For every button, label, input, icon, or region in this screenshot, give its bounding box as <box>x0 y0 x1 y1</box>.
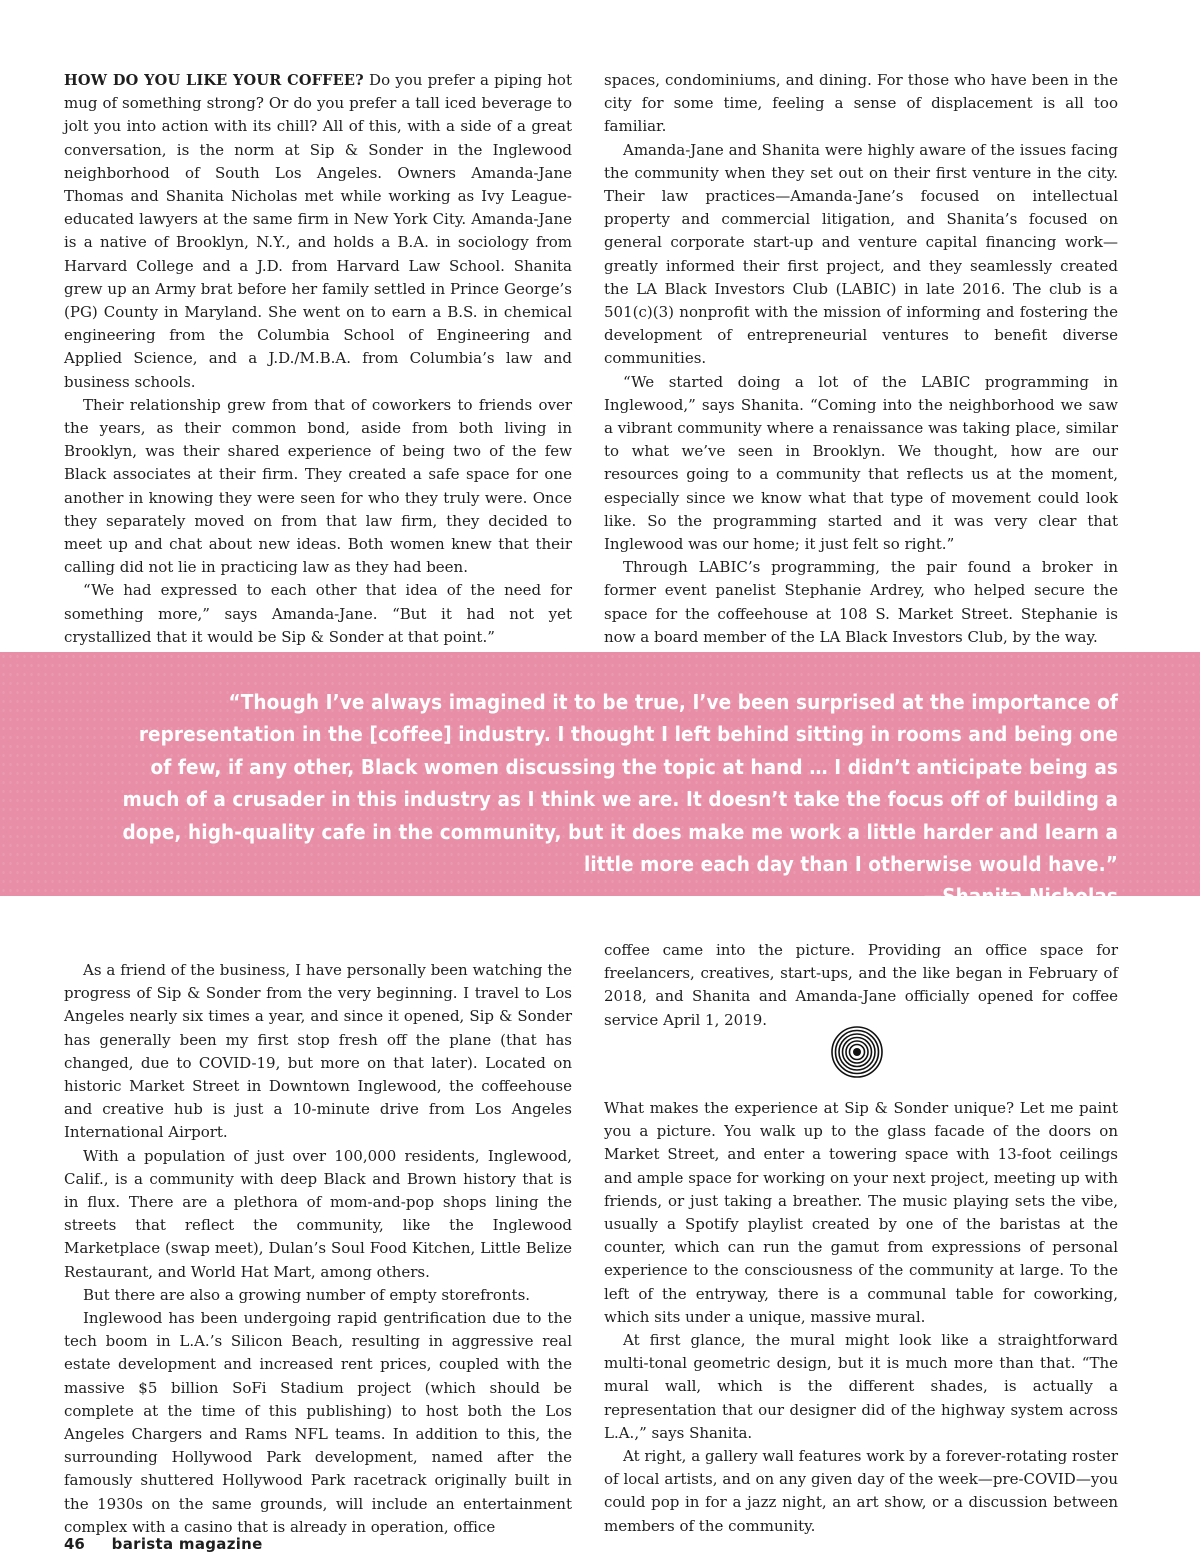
pull-quote-attribution: —Shanita Nicholas <box>923 884 1118 909</box>
concentric-circles-icon <box>830 1025 884 1079</box>
article-column-4-continued <box>604 1097 1118 1538</box>
article-column-2 <box>604 69 1118 672</box>
paragraph: coffee came into the picture. Providing an office space for freelancers, creatives, start-ups, and the like began in February of 2018, and Shanita and Amanda-Jane officially opened for coffee service April 1, 2019. <box>604 941 1118 1029</box>
page-number: 46 <box>64 1535 85 1553</box>
paragraph <box>64 69 572 394</box>
paragraph: But there are also a growing number of empty storefronts. <box>83 1285 531 1304</box>
magazine-name: barista magazine <box>111 1535 263 1553</box>
article-column-4 <box>604 939 1118 1032</box>
pull-quote-text: “Though I’ve always imagined it to be true, I’ve been surprised at the importance of representation in the [coffee] industry. I thought I left behind sitting in rooms and being one of few, if any other, Black women discussing the topic at hand … I didn’t anticipate being as much of a crusader in this industry as I think we are. It doesn’t take the focus off of building a dope, high-quality cafe in the community, but it does make me work a little harder and learn a little more each day than I otherwise would have.” <box>122 690 1118 877</box>
article-column-3 <box>64 959 572 1539</box>
paragraph: “We started doing a lot of the LABIC programming in Inglewood,” says Shanita. “Coming into the neighborhood we saw a vibrant community where a renaissance was taking place, similar to what we’ve seen in Brooklyn. We thought, how are our resources going to a community that reflects us at the moment, especially since we know what that type of movement could look like. So the programming started and it was very clear that Inglewood was our home; it just felt so right.” <box>604 372 1118 554</box>
paragraph: As a friend of the business, I have personally been watching the progress of Sip & Sonder from the very beginning. I travel to Los Angeles nearly six times a year, and since it opened, Sip & Sonder has generally been my first stop fresh off the plane (that has changed, due to COVID-19, but more on that later). Located on historic Market Street in Downtown Inglewood, the coffeehouse and creative hub is just a 10-minute drive from Los Angeles International Airport. <box>64 961 572 1142</box>
pull-quote <box>118 686 1118 913</box>
paragraph: Their relationship grew from that of coworkers to friends over the years, as their common bond, aside from both living in Brooklyn, was their shared experience of being two of the few Black associates at their firm. They created a safe space for one another in knowing they were seen for who they truly were. Once they separately moved on from that law firm, they decided to meet up and chat about new ideas. Both women knew that their calling did not lie in practicing law as they had been. <box>64 395 572 577</box>
paragraph-text: Do you prefer a piping hot mug of something strong? Or do you prefer a tall iced beverage to jolt you into action with its chill? All of this, with a side of a great conversation, is the norm at Sip & Sonder in the Inglewood neighborhood of South Los Angeles. Owners Amanda-Jane Thomas and Shanita Nicholas met while working as Ivy League-educated lawyers at the same firm in New York City. Amanda-Jane is a native of Brooklyn, N.Y., and holds a B.A. in sociology from Harvard College and a J.D. from Harvard Law School. Shanita grew up an Army brat before her family settled in Prince George’s (PG) County in Maryland. She went on to earn a B.S. in chemical engineering from the Columbia School of Engineering and Applied Science, and a J.D./M.B.A. from Columbia’s law and business schools. <box>64 71 572 391</box>
paragraph: Amanda-Jane and Shanita were highly aware of the issues facing the community when they set out on their first venture in the city. Their law practices—Amanda-Jane’s focused on intellectual property and commercial litigation, and Shanita’s focused on general corporate start-up and venture capital financing work—greatly informed their first project, and they seamlessly created the LA Black Investors Club (LABIC) in late 2016. The club is a 501(c)(3) nonprofit with the mission of informing and fostering the development of entrepreneurial ventures to benefit diverse communities. <box>604 140 1118 368</box>
paragraph: “We had expressed to each other that idea of the need for something more,” says Amanda-Jane. “But it had not yet crystallized that it would be Sip & Sonder at that point.” <box>64 581 572 646</box>
article-column-1 <box>64 69 572 649</box>
paragraph: Inglewood has been undergoing rapid gentrification due to the tech boom in L.A.’s Silicon Beach, resulting in aggressive real estate development and increased rent prices, coupled with the massive $5 billion SoFi Stadium project (which should be complete at the time of this publishing) to host both the Los Angeles Chargers and Rams NFL teams. In addition to this, the surrounding Hollywood Park development, named after the famously shuttered Hollywood Park racetrack originally built in the 1930s on the same grounds, will include an entertainment complex with a casino that is already in operation, office <box>64 1309 572 1536</box>
paragraph: At first glance, the mural might look like a straightforward multi-tonal geometric design, but it is much more than that. “The mural wall, which is the different shades, is actually a representation that our designer did of the highway system across L.A.,” says Shanita. <box>604 1331 1118 1442</box>
page-footer <box>64 1535 263 1553</box>
paragraph: What makes the experience at Sip & Sonder unique? Let me paint you a picture. You walk up to the glass facade of the doors on Market Street, and enter a towering space with 13-foot ceilings and ample space for working on your next project, meeting up with friends, or just taking a breather. The music playing sets the vibe, usually a Spotify playlist created by one of the baristas at the counter, which can run the gamut from expressions of personal experience to the consciousness of the community at large. To the left of the entryway, there is a communal table for coworking, which sits under a unique, massive mural. <box>604 1099 1118 1326</box>
paragraph: At right, a gallery wall features work by a forever-rotating roster of local artists, and on any given day of the week—pre-COVID—you could pop in for a jazz night, an art show, or a discussion between members of the community. <box>604 1447 1118 1535</box>
paragraph: Through LABIC’s programming, the pair found a broker in former event panelist Stephanie Ardrey, who helped secure the space for the coffeehouse at 108 S. Market Street. Stephanie is now a board member of the LA Black Investors Club, by the way. <box>604 558 1118 646</box>
paragraph: With a population of just over 100,000 residents, Inglewood, Calif., is a community with deep Black and Brown history that is in flux. There are a plethora of mom-and-pop shops lining the streets that reflect the community, like the Inglewood Marketplace (swap meet), Dulan’s Soul Food Kitchen, Little Belize Restaurant, and World Hat Mart, among others. <box>64 1146 572 1281</box>
lead-in: HOW DO YOU LIKE YOUR COFFEE? <box>64 72 364 89</box>
paragraph: spaces, condominiums, and dining. For those who have been in the city for some time, feeling a sense of displacement is all too familiar. <box>604 71 1118 136</box>
